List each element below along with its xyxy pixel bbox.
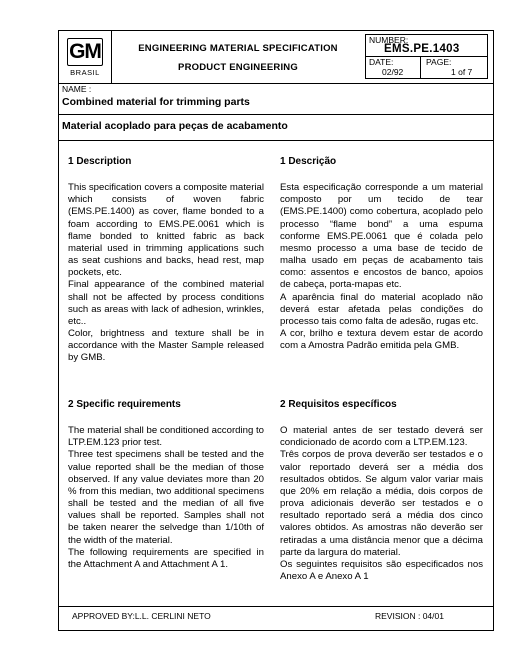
date-label: DATE: — [369, 57, 394, 67]
requirements-pt-heading: 2 Requisitos específicos — [280, 399, 397, 410]
product-engineering-title: PRODUCT ENGINEERING — [178, 62, 298, 73]
gm-logo: GM — [67, 38, 103, 66]
page-label: PAGE: — [426, 57, 452, 67]
requirements-en-heading: 2 Specific requirements — [68, 399, 181, 410]
number-value: EMS.PE.1403 — [384, 43, 460, 55]
requirements-en-paragraph: The material shall be conditioned according to LTP.EM.123 prior test. — [68, 425, 264, 449]
name-divider — [58, 114, 494, 115]
approved-by: APPROVED BY:L.L. CERLINI NETO — [72, 611, 211, 621]
name-english: Combined material for trimming parts — [62, 96, 250, 108]
header-divider — [58, 83, 494, 84]
date-page-divider — [420, 56, 421, 79]
description-en-paragraph: Color, brightness and texture shall be in accordance with the Master Sample released by GMB. — [68, 328, 264, 364]
requirements-pt-paragraph: Os seguintes requisitos são especificados nos Anexo A e Anexo A 1 — [280, 558, 483, 583]
requirements-pt-paragraph: O material antes de ser testado deverá ser condicionado de acordo com a LTP.EM.123. — [280, 425, 483, 449]
description-pt-paragraph: A aparência final do material acoplado não deverá estar afetada pelas condições do processo tais como falta de adesão, rugas etc. — [280, 291, 483, 327]
body-divider — [58, 140, 494, 141]
description-en-section — [68, 156, 264, 365]
requirements-pt-section — [280, 399, 483, 583]
description-en-heading: 1 Description — [68, 156, 132, 167]
description-pt-heading: 1 Descrição — [280, 156, 337, 167]
description-pt-paragraph: Esta especificação corresponde a um material composto por um tecido de tear (EMS.PE.1400) como cobertura, acoplado pelo processo “flame bond” a uma espuma conforme EMS.PE.0061 que é colada pelo mesmo processo a uma base de tecido de malha usado em peças de acabamento tais como: assentos e encostos de banco, apoios de cabeça, porta-mapas etc. — [280, 182, 483, 291]
description-en-paragraph: Final appearance of the combined material shall not be affected by process conditions such as areas with lack of adhesion, wrinkles, etc.. — [68, 279, 264, 327]
gm-brasil-label: BRASIL — [70, 68, 100, 77]
revision: REVISION : 04/01 — [375, 611, 444, 621]
spec-title: ENGINEERING MATERIAL SPECIFICATION — [138, 43, 338, 54]
logo-cell-border — [111, 30, 112, 84]
description-en-paragraph: This specification covers a composite material which consists of woven fabric (EMS.PE.1400) as cover, flame bonded to a foam according to EMS.PE.0061 which is flame bonded to knitted fabric as back material used in trimming applications such as seat cushions and backs, head rest, map pockets, etc. — [68, 182, 264, 279]
date-value: 02/92 — [382, 67, 404, 77]
description-pt-section — [280, 156, 483, 352]
footer-divider — [58, 606, 494, 607]
requirements-en-paragraph: Three test specimens shall be tested and the value reported shall be the median of those observed. If any value deviates more than 20 % from this median, two additional specimens shall be tested and the median of all five values shall be reported. Samples shall not be taken nearer the selvedge than 1/10th of the width of the material. — [68, 449, 264, 546]
requirements-en-paragraph: The following requirements are specified in the Attachment A and Attachment A 1. — [68, 546, 264, 570]
name-portuguese: Material acoplado para peças de acabamento — [62, 120, 288, 132]
requirements-pt-paragraph: Três corpos de prova deverão ser testados e o valor reportado deverá ser a média dos resultados obtidos. Se algum valor variar mais que 20% em relação a média, dois corpos de prova adicionais deverão ser testados e o resultado reportado será a média dos cinco valores obtidos. As amostras não deverão ser retiradas a uma distância menor que a décima parte da largura do material. — [280, 449, 483, 558]
name-label: NAME : — [62, 84, 92, 94]
description-pt-paragraph: A cor, brilho e textura devem estar de acordo com a Amostra Padrão emitida pela GMB. — [280, 328, 483, 352]
number-label: NUMBER: — [369, 35, 409, 45]
page-value: 1 of 7 — [451, 67, 473, 77]
requirements-en-section — [68, 399, 264, 571]
